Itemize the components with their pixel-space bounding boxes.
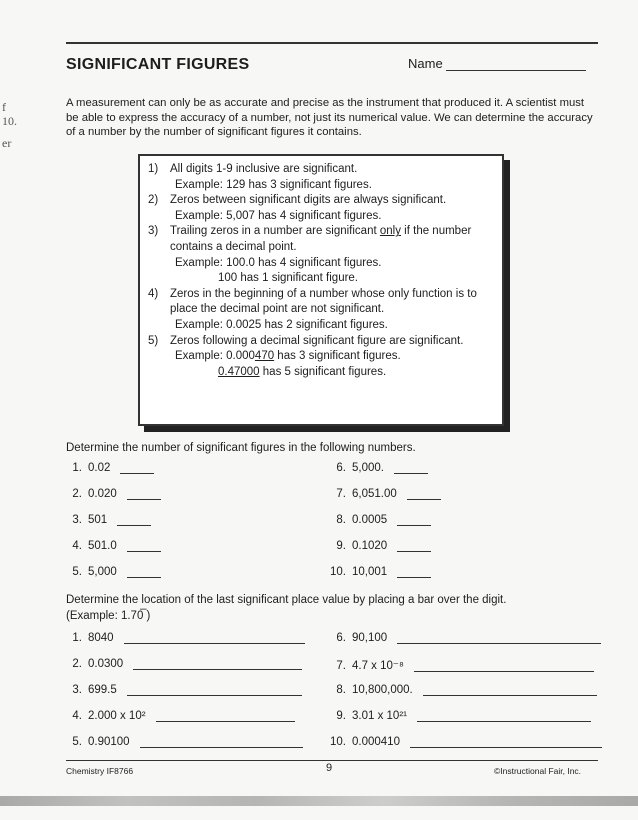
question-value: 501.0 (88, 540, 117, 552)
answer-blank[interactable] (397, 566, 431, 578)
question-value: 90,100 (352, 632, 388, 644)
question-number: 5. (72, 736, 82, 748)
question-value: 0.90100 (88, 736, 130, 748)
question-value: 0.000410 (352, 736, 400, 748)
question-value: 0.020 (88, 488, 117, 500)
question-item (324, 566, 431, 578)
question-item (324, 540, 431, 552)
rule-number: 2) (148, 194, 159, 207)
rule-example: 0.47000 has 5 significant figures. (218, 365, 387, 378)
rule-number: 3) (148, 225, 159, 238)
question-item (60, 658, 302, 670)
rule-text: All digits 1-9 inclusive are significant. (170, 163, 358, 175)
rule-example: Example: 100.0 has 4 significant figures. (175, 256, 382, 269)
question-item (324, 632, 601, 644)
question-value: 699.5 (88, 684, 117, 696)
question-number: 3. (72, 684, 82, 696)
question-number: 10. (330, 566, 346, 578)
answer-blank[interactable] (410, 736, 602, 748)
question-value: 5,000 (88, 566, 117, 578)
intro-paragraph: A measurement can only be as accurate and precise as the instrument that produced it. A scientist must be able to express the accuracy of a number, not just its numerical value. We can determine the accuracy of a number by the number of significant figures it contains. (66, 97, 593, 139)
answer-blank[interactable] (120, 462, 154, 474)
question-item (324, 462, 428, 474)
question-value: 6,051.00 (352, 488, 397, 500)
question-number: 4. (72, 540, 82, 552)
rule-example: Example: 0.000470 has 3 significant figures. (175, 350, 401, 363)
question-number: 5. (72, 566, 82, 578)
question-value: 0.02 (88, 462, 111, 474)
answer-blank[interactable] (127, 684, 302, 696)
rule-example: Example: 129 has 3 significant figures. (175, 178, 372, 191)
footer-publication: Chemistry IF8766 (66, 766, 134, 776)
question-number: 3. (72, 514, 82, 526)
question-number: 7. (336, 488, 346, 500)
question-value: 4.7 x 10⁻⁸ (352, 660, 404, 672)
question-number: 4. (72, 710, 82, 722)
footer-rule (66, 760, 598, 761)
question-number: 9. (336, 540, 346, 552)
question-value: 10,800,000. (352, 684, 413, 696)
question-item (60, 710, 295, 722)
answer-blank[interactable] (133, 658, 302, 670)
rule-text: Zeros following a decimal significant figure are significant. (170, 334, 464, 347)
question-item (60, 736, 303, 748)
question-item (60, 632, 305, 644)
answer-blank[interactable] (124, 632, 305, 644)
answer-blank[interactable] (417, 710, 591, 722)
rule-text: Zeros between significant digits are always significant. (170, 194, 447, 207)
answer-blank[interactable] (127, 488, 161, 500)
answer-blank[interactable] (397, 514, 431, 526)
name-blank[interactable] (446, 58, 586, 71)
question-number: 6. (336, 462, 346, 474)
question-value: 0.0005 (352, 514, 388, 526)
rule-4 (148, 287, 496, 318)
rule-example: 100 has 1 significant figure. (218, 272, 359, 285)
footer-copyright: ©Instructional Fair, Inc. (494, 766, 582, 776)
rules-box (138, 154, 504, 426)
answer-blank[interactable] (423, 684, 597, 696)
question-value: 0.1020 (352, 540, 388, 552)
question-number: 8. (336, 514, 346, 526)
rule-example: Example: 5,007 has 4 significant figures. (175, 209, 382, 222)
rule-number: 4) (148, 287, 159, 300)
rule-number: 5) (148, 334, 159, 347)
rule-1 (148, 162, 496, 178)
page-number: 9 (326, 762, 333, 774)
rule-example: Example: 0.0025 has 2 significant figures. (175, 318, 388, 331)
question-value: 0.0300 (88, 658, 124, 670)
question-item (324, 710, 591, 722)
question-item (324, 488, 441, 500)
answer-blank[interactable] (414, 660, 594, 672)
scan-edge (0, 796, 638, 806)
margin-fragment: er (2, 136, 12, 150)
answer-blank[interactable] (397, 540, 431, 552)
answer-blank[interactable] (397, 632, 601, 644)
question-item (324, 684, 597, 696)
question-item (60, 684, 302, 696)
question-item (60, 540, 161, 552)
answer-blank[interactable] (407, 488, 441, 500)
name-label: Name (408, 56, 443, 71)
rule-number: 1) (148, 163, 159, 175)
question-number: 2. (72, 658, 82, 670)
question-item (60, 566, 161, 578)
answer-blank[interactable] (156, 710, 295, 722)
question-number: 10. (330, 736, 346, 748)
question-value: 2.000 x 10² (88, 710, 146, 722)
answer-blank[interactable] (127, 566, 161, 578)
question-value: 3.01 x 10²¹ (352, 710, 407, 722)
question-number: 9. (336, 710, 346, 722)
answer-blank[interactable] (117, 514, 151, 526)
question-item (60, 514, 151, 526)
rule-3 (148, 224, 496, 255)
rule-text: Trailing zeros in a number are significant only if the number contains a decimal point. (170, 225, 472, 253)
margin-fragment: 10. (2, 114, 17, 128)
margin-fragment: f (2, 100, 6, 114)
question-value: 8040 (88, 632, 114, 644)
answer-blank[interactable] (140, 736, 303, 748)
rule-5 (148, 334, 496, 350)
top-rule (66, 42, 598, 44)
question-item (60, 462, 154, 474)
question-value: 10,001 (352, 566, 388, 578)
question-item (60, 488, 161, 500)
section2-heading: Determine the location of the last significant place value by placing a bar over the digit. (66, 594, 507, 606)
question-number: 7. (336, 660, 346, 672)
question-value: 5,000. (352, 462, 384, 474)
question-item (324, 736, 602, 748)
answer-blank[interactable] (394, 462, 428, 474)
question-number: 6. (336, 632, 346, 644)
question-item (324, 514, 431, 526)
question-number: 1. (72, 632, 82, 644)
page-title: SIGNIFICANT FIGURES (66, 56, 250, 73)
question-number: 1. (72, 462, 82, 474)
name-field (408, 56, 586, 71)
question-value: 501 (88, 514, 108, 526)
question-number: 2. (72, 488, 82, 500)
rule-2 (148, 193, 496, 209)
question-item (324, 658, 594, 672)
section2-example: (Example: 1.70̅ ) (66, 610, 151, 622)
answer-blank[interactable] (127, 540, 161, 552)
question-number: 8. (336, 684, 346, 696)
rule-text: Zeros in the beginning of a number whose only function is to place the decimal point are not significant. (170, 287, 477, 316)
section1-heading: Determine the number of significant figures in the following numbers. (66, 442, 416, 454)
